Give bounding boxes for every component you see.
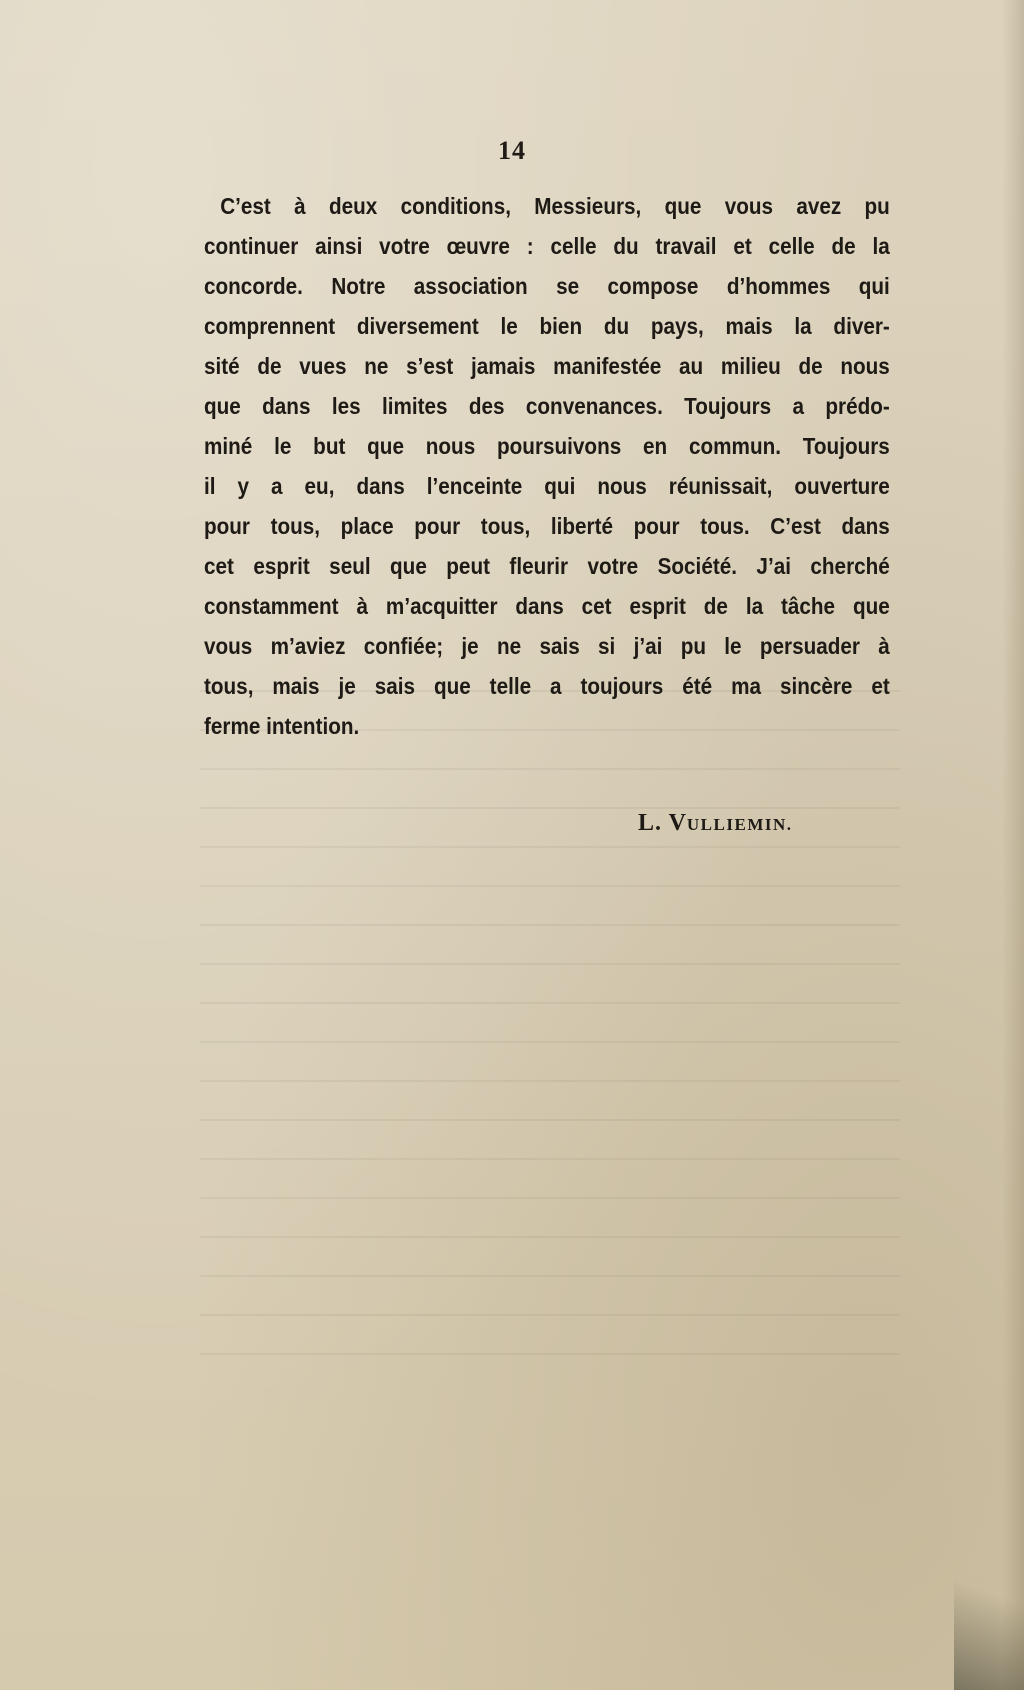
text-line: constamment à m’acquitter dans cet esprit de la tâche que	[204, 593, 890, 619]
text-line: cet esprit seul que peut fleurir votre Société. J’ai cherché	[204, 553, 890, 579]
page-edge-shadow	[1002, 0, 1024, 1690]
text-line: que dans les limites des convenances. Toujours a prédo-	[204, 393, 890, 419]
text-line: tous, mais je sais que telle a toujours été ma sincère et	[204, 673, 890, 699]
text-line: ferme intention.	[204, 713, 360, 739]
page-number: 14	[498, 136, 526, 165]
show-through-texture	[200, 690, 900, 1390]
text-line: C’est à deux conditions, Messieurs, que vous avez pu	[220, 193, 890, 219]
text-line: vous m’aviez confiée; je ne sais si j’ai pu le persuader à	[204, 633, 890, 659]
author-signature	[638, 810, 793, 837]
text-line: comprennent diversement le bien du pays, mais la diver-	[204, 313, 890, 339]
text-line: continuer ainsi votre œuvre : celle du travail et celle de la	[204, 233, 890, 259]
signature-initial: L. V	[638, 810, 687, 836]
signature-surname: ULLIEMIN.	[686, 815, 793, 834]
text-line: il y a eu, dans l’enceinte qui nous réunissait, ouverture	[204, 473, 890, 499]
text-line: pour tous, place pour tous, liberté pour tous. C’est dans	[204, 513, 890, 539]
text-line: sité de vues ne s’est jamais manifestée au milieu de nous	[204, 353, 890, 379]
page-corner-wear	[954, 1530, 1024, 1690]
text-line: concorde. Notre association se compose d’hommes qui	[204, 273, 890, 299]
text-line: miné le but que nous poursuivons en commun. Toujours	[204, 433, 890, 459]
body-paragraph	[204, 186, 890, 746]
